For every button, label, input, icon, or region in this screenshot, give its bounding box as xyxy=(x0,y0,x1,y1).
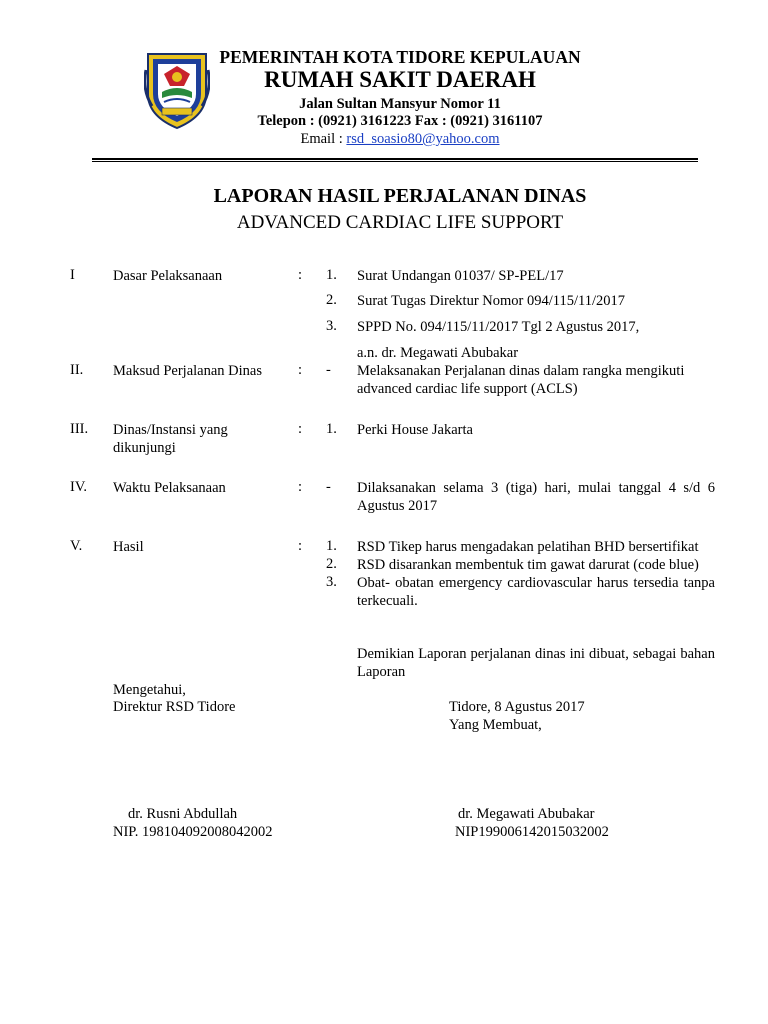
report-title: LAPORAN HASIL PERJALANAN DINAS xyxy=(213,185,587,207)
section-colon: : xyxy=(298,267,303,283)
list-marker: 2. xyxy=(326,556,337,572)
section-colon: : xyxy=(298,538,303,554)
section-colon: : xyxy=(298,362,303,378)
section-colon: : xyxy=(298,421,303,437)
signature-left-nip: NIP. 198104092008042002 xyxy=(113,824,273,840)
email-label: Email : xyxy=(300,131,347,147)
section-number: I xyxy=(70,267,75,283)
letterhead-government: PEMERINTAH KOTA TIDORE KEPULAUAN xyxy=(219,47,581,67)
list-marker: - xyxy=(326,479,331,495)
signature-left-name: dr. Rusni Abdullah xyxy=(128,806,238,822)
letterhead-address: Jalan Sultan Mansyur Nomor 11 xyxy=(299,96,501,112)
letterhead-phone-fax: Telepon : (0921) 3161223 Fax : (0921) 3161107 xyxy=(257,113,543,129)
list-marker: 3. xyxy=(326,574,337,590)
section-label: Dasar Pelaksanaan xyxy=(113,268,223,284)
section-value: Melaksanakan Perjalanan dinas dalam rangka mengikuti advanced cardiac life support (ACLS) xyxy=(357,363,685,397)
section-number: II. xyxy=(70,362,84,378)
list-item: SPPD No. 094/115/11/2017 Tgl 2 Agustus 2017, xyxy=(357,319,640,335)
closing-statement: Demikian Laporan perjalanan dinas ini dibuat, sebagai bahan Laporan xyxy=(357,646,715,680)
signature-left-acknowledged: Mengetahui, xyxy=(113,682,186,698)
email-link[interactable]: rsd_soasio80@yahoo.com xyxy=(346,131,500,147)
list-marker: 1. xyxy=(326,267,337,283)
list-marker: - xyxy=(326,362,331,378)
list-item: Surat Tugas Direktur Nomor 094/115/11/2017 xyxy=(357,293,625,309)
section-number: III. xyxy=(70,421,89,437)
list-marker: 3. xyxy=(326,318,337,334)
letterhead-email-line xyxy=(100,131,700,148)
signature-right-name: dr. Megawati Abubakar xyxy=(458,806,595,822)
signature-left-title: Direktur RSD Tidore xyxy=(113,699,236,715)
section-label: Hasil xyxy=(113,539,144,555)
list-item: RSD Tikep harus mengadakan pelatihan BHD bersertifikat xyxy=(357,539,699,555)
letterhead-divider xyxy=(92,158,698,160)
signature-right-place-date: Tidore, 8 Agustus 2017 xyxy=(449,699,585,715)
list-marker: 1. xyxy=(326,538,337,554)
list-item-note: a.n. dr. Megawati Abubakar xyxy=(357,345,519,361)
letterhead-hospital-name: RUMAH SAKIT DAERAH xyxy=(264,67,536,92)
section-label: Waktu Pelaksanaan xyxy=(113,480,226,496)
list-item: RSD disarankan membentuk tim gawat darurat (code blue) xyxy=(357,557,699,573)
signature-right-nip: NIP199006142015032002 xyxy=(455,824,609,840)
report-subtitle: ADVANCED CARDIAC LIFE SUPPORT xyxy=(236,212,564,233)
section-value: Perki House Jakarta xyxy=(357,422,473,438)
list-item: Surat Undangan 01037/ SP-PEL/17 xyxy=(357,268,564,284)
section-colon: : xyxy=(298,479,303,495)
list-marker: 2. xyxy=(326,292,337,308)
letterhead-divider-thin xyxy=(92,161,698,162)
section-label: Dinas/Instansi yang dikunjungi xyxy=(113,422,228,456)
section-number: IV. xyxy=(70,479,88,495)
signature-right-title: Yang Membuat, xyxy=(449,717,542,733)
list-item: Obat- obatan emergency cardiovascular harus tersedia tanpa terkecuali. xyxy=(357,575,715,609)
list-marker: 1. xyxy=(326,421,337,437)
section-label: Maksud Perjalanan Dinas xyxy=(113,363,262,379)
section-number: V. xyxy=(70,538,83,554)
section-value: Dilaksanakan selama 3 (tiga) hari, mulai tanggal 4 s/d 6 Agustus 2017 xyxy=(357,480,715,514)
